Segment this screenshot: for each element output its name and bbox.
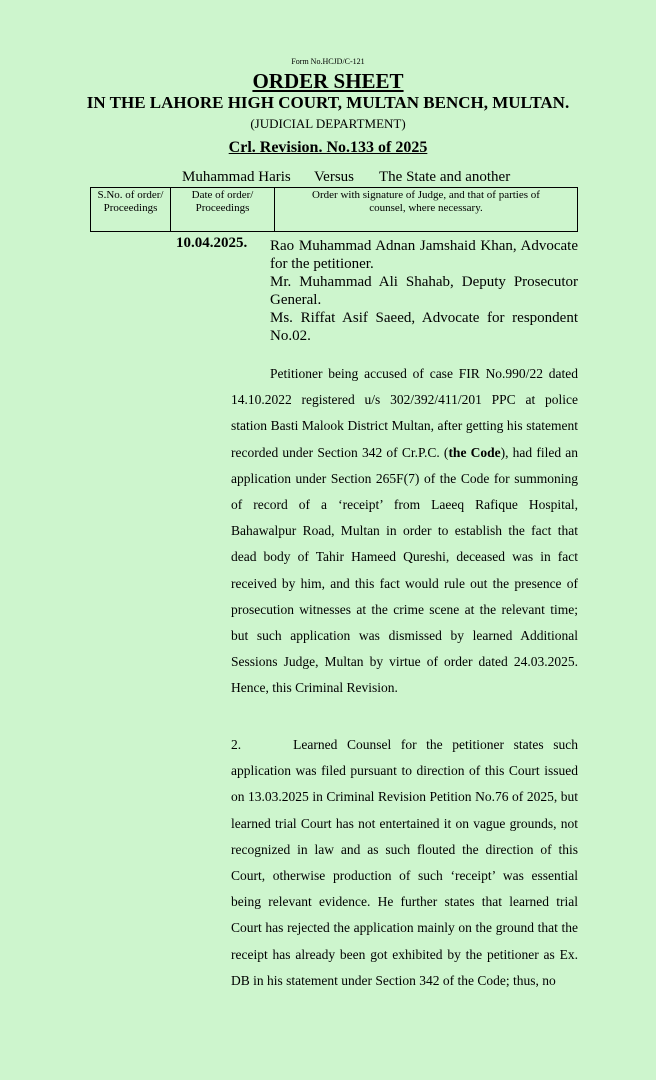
paragraph-2-number: 2.	[231, 737, 242, 752]
court-name: IN THE LAHORE HIGH COURT, MULTAN BENCH, MULTAN.	[86, 93, 570, 112]
page-title: ORDER SHEET	[252, 69, 404, 93]
case-parties	[182, 169, 510, 186]
paragraph-2-text: Learned Counsel for the petitioner states such application was filed pursuant to direction of this Court issued on 13.03.2025 in Criminal Revision Petition No.76 of 2025, but learned trial Court has not entertained it on vague grounds, not recognized in law and as such flouted the direction of this Court, otherwise production of such ‘receipt’ was essential being relevant evidence. He further states that learned trial Court has rejected the application mainly on the ground that the receipt has already been got exhibited by the petitioner as Ex. DB in his statement under Section 342 of the Code; thus, no	[231, 737, 578, 988]
versus-label: Versus	[314, 169, 354, 185]
appearance-prosecutor: Mr. Muhammad Ali Shahab, Deputy Prosecutor General.	[270, 274, 578, 308]
case-number: Crl. Revision. No.133 of 2025	[228, 139, 428, 156]
paragraph-2	[231, 732, 578, 994]
order-sheet-header-table	[90, 187, 578, 232]
petitioner-name: Muhammad Haris	[182, 169, 291, 185]
order-date: 10.04.2025.	[176, 235, 248, 251]
header-order: Order with signature of Judge, and that of parties of counsel, where necessary.	[312, 189, 540, 214]
respondent-name: The State and another	[379, 169, 511, 185]
paragraph-1	[231, 361, 578, 702]
header-serial-no: S.No. of order/ Proceedings	[91, 188, 171, 231]
header-date: Date of order/ Proceedings	[171, 188, 275, 231]
paragraph-1-text-b: ), had filed an application under Section 265F(7) of the Code for summoning of record of a ‘receipt’ from Laeeq Rafique Hospital, Bahawalpur Road, Multan in order to establish the fact that dead body of Tahir Hameed Qureshi, deceased was in fact received by him, and this fact would rule out the presence of prosecution witnesses at the crime scene at the relevant time; but such application was dismissed by learned Additional Sessions Judge, Multan by virtue of order dated 24.03.2025. Hence, this Criminal Revision.	[231, 444, 579, 696]
appearance-respondent-counsel: Ms. Riffat Asif Saeed, Advocate for respondent No.02.	[270, 310, 578, 344]
paragraph-1-bold-term: the Code	[448, 444, 501, 460]
form-number: Form No.HCJD/C-121	[291, 57, 365, 66]
paragraph-1-text-a: Petitioner being accused of case FIR No.990/22 dated 14.10.2022 registered u/s 302/392/411/201 PPC at police station Basti Malook District Multan, after getting his statement recorded under Section 342 of Cr.P.C. (	[231, 366, 578, 460]
department-label: (JUDICIAL DEPARTMENT)	[250, 116, 406, 131]
appearance-petitioner-counsel: Rao Muhammad Adnan Jamshaid Khan, Advocate for the petitioner.	[270, 238, 578, 272]
